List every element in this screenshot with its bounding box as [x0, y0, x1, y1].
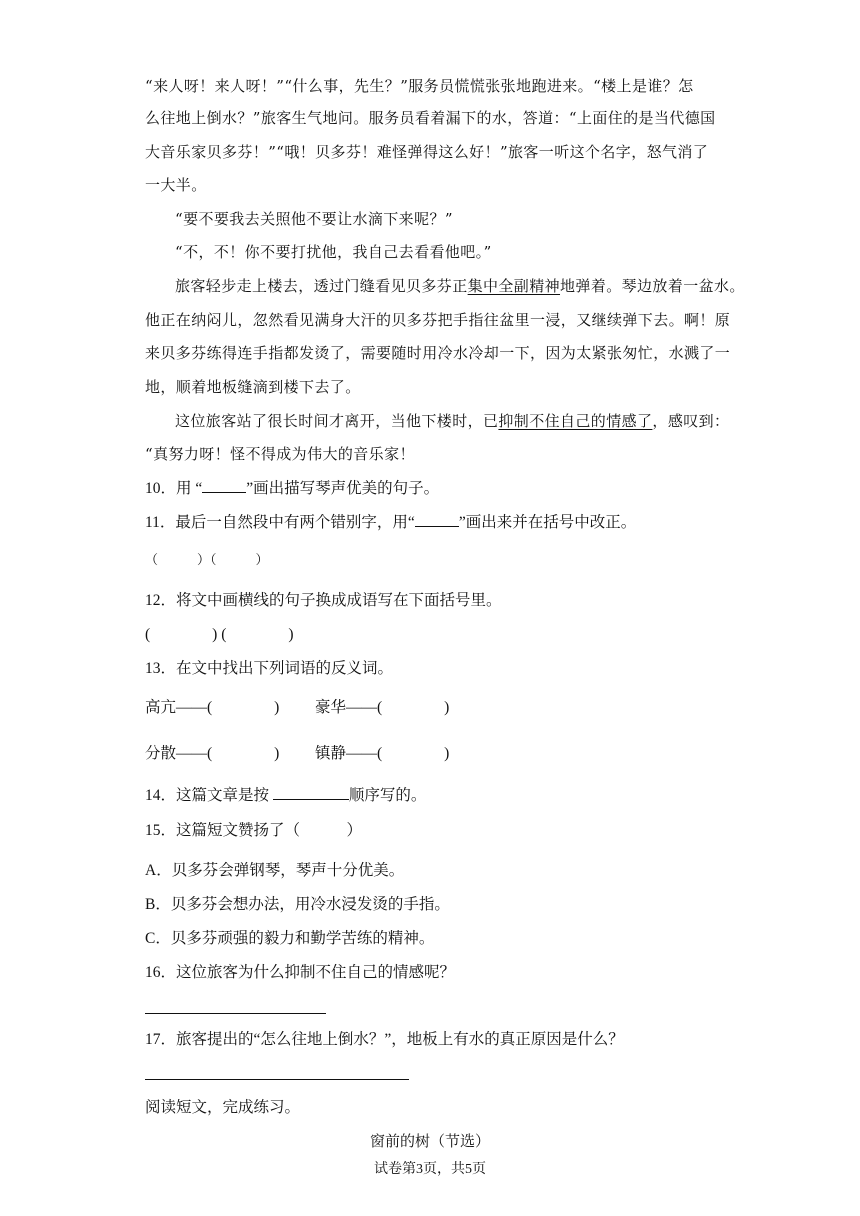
passage-line: 他正在纳闷儿，忽然看见满身大汗的贝多芬把手指往盆里一浸，又继续弹下去。啊！原: [145, 311, 731, 329]
blank-line: [273, 784, 349, 800]
question-text: 10．用 “: [145, 480, 203, 497]
question-text: 14．这篇文章是按: [145, 787, 273, 804]
passage-line: 大音乐家贝多芬！”“哦！贝多芬！难怪弹得这么好！”旅客一听这个名字，怒气消了: [145, 143, 709, 161]
question-13: 13．在文中找出下列词语的反义词。: [145, 660, 394, 677]
antonym-item: 分散——( ): [145, 745, 280, 762]
antonym-item: 镇静——( ): [315, 745, 450, 762]
question-16: 16．这位旅客为什么抑制不住自己的情感呢？: [145, 964, 456, 981]
passage-line: “来人呀！来人呀！”“什么事，先生？”服务员慌慌张张地跑进来。“楼上是谁？怎: [145, 77, 694, 95]
question-text: 11．最后一自然段中有两个错别字，用“: [145, 514, 415, 531]
option-c: C．贝多芬顽强的毅力和勤学苦练的精神。: [145, 930, 435, 947]
passage-line: [175, 275, 745, 297]
passage-text: 地弹着。琴边放着一盆水。: [560, 277, 745, 295]
question-10: [145, 477, 720, 500]
antonym-item: 高亢——( ): [145, 699, 280, 716]
underlined-phrase: 集中全副精神: [467, 277, 561, 295]
next-instruction: 阅读短文，完成练习。: [145, 1099, 301, 1116]
question-text: ”画出来并在括号中改正。: [458, 514, 637, 531]
question-14: [145, 784, 720, 807]
question-12: 12．将文中画横线的句子换成成语写在下面括号里。: [145, 592, 502, 609]
answer-brackets: （ ）（ ）: [145, 552, 269, 567]
passage-text: 这位旅客站了很长时间才离开，当他下楼时，已: [175, 412, 499, 430]
passage-line: 地，顺着地板缝滴到楼下去了。: [145, 378, 361, 396]
question-15: 15．这篇短文赞扬了（ ）: [145, 822, 363, 839]
option-a: A．贝多芬会弹钢琴，琴声十分优美。: [145, 862, 405, 879]
next-passage-title: 窗前的树（节选）: [369, 1132, 490, 1150]
passage-text: ，感叹到：: [652, 412, 730, 430]
answer-line: [145, 1079, 409, 1080]
passage-line: “不，不！你不要打扰他，我自己去看看他吧。”: [175, 243, 492, 261]
answer-line: [145, 1013, 326, 1014]
passage-text: 旅客轻步走上楼去，透过门缝看见贝多芬正: [175, 277, 468, 295]
passage-line: 一大半。: [145, 176, 207, 194]
blank-line: [415, 511, 459, 527]
passage-line: “真努力呀！怪不得成为伟大的音乐家！: [145, 445, 415, 463]
passage-line: 来贝多芬练得连手指都发烫了，需要随时用冷水冷却一下，因为太紧张匆忙，水溅了一: [145, 344, 731, 362]
passage-line: 么往地上倒水？”旅客生气地问。服务员看着漏下的水，答道：“上面住的是当代德国: [145, 109, 716, 127]
question-17: 17．旅客提出的“怎么往地上倒水？”，地板上有水的真正原因是什么？: [145, 1031, 624, 1048]
question-text: ”画出描写琴声优美的句子。: [246, 480, 440, 497]
antonym-item: 豪华——( ): [315, 699, 450, 716]
answer-brackets: ( ) ( ): [145, 626, 294, 643]
passage-line: “要不要我去关照他不要让水滴下来呢？”: [175, 210, 453, 228]
question-text: 顺序写的。: [348, 787, 427, 804]
passage-line: [175, 410, 730, 432]
question-11: [145, 511, 720, 534]
blank-line: [202, 477, 246, 493]
underlined-phrase: 抑制不住自己的情感了: [498, 412, 653, 430]
option-b: B．贝多芬会想办法，用冷水浸发烫的手指。: [145, 896, 450, 913]
page-footer: 试卷第3页，共5页: [374, 1162, 486, 1177]
